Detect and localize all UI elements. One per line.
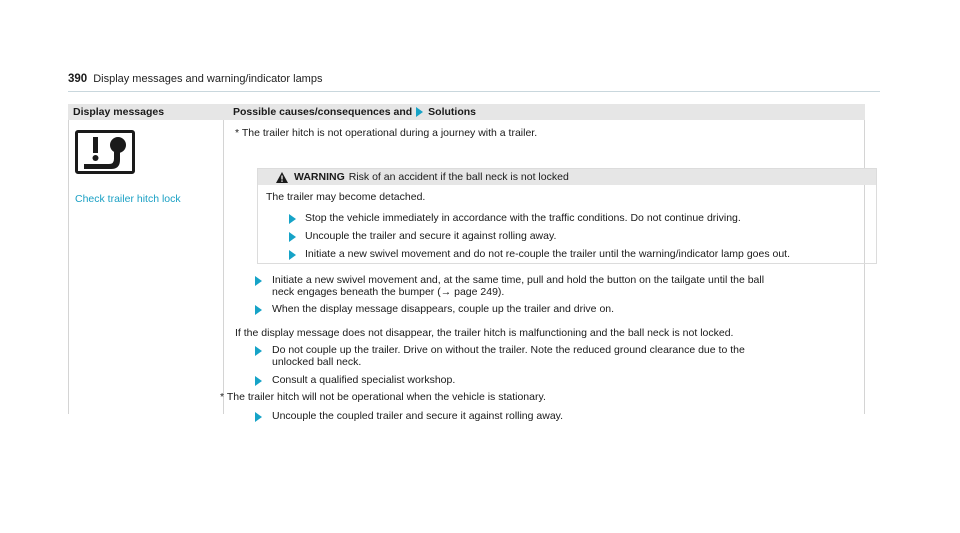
display-message-label: Check trailer hitch lock [75, 193, 181, 205]
if-message-persists-text: If the display message does not disappear, the trailer hitch is malfunctioning and the ball neck is not locked. [235, 327, 734, 339]
display-message-cell [68, 120, 224, 414]
warning-box [257, 168, 877, 264]
solution-step-swivel-cont: neck engages beneath the bumper (→ page 249). [272, 286, 505, 298]
solution-step-no-couple: Do not couple up the trailer. Drive on without the trailer. Note the reduced ground clearance due to the [272, 344, 745, 356]
warning-header [258, 169, 876, 185]
warning-triangle-icon [276, 172, 288, 183]
solution-step-swivel: Initiate a new swivel movement and, at the same time, pull and hold the button on the tailgate until the ball [272, 274, 765, 286]
warning-text: Risk of an accident if the ball neck is not locked [348, 171, 569, 183]
column-header-causes-text: Possible causes/consequences and [233, 106, 413, 118]
solution-step-workshop: Consult a qualified specialist workshop. [272, 374, 456, 386]
warning-step: Uncouple the trailer and secure it against rolling away. [305, 230, 557, 242]
table-header-row [68, 104, 865, 120]
solution-step-drive-on: When the display message disappears, couple up the trailer and drive on. [272, 303, 615, 315]
page-title: Display messages and warning/indicator lamps [93, 73, 323, 85]
column-header-causes-solutions [224, 104, 865, 120]
trailer-hitch-warning-icon-graphic [78, 133, 132, 171]
arrow-right-icon [416, 107, 423, 117]
warning-step: Initiate a new swivel movement and do not re-couple the trailer until the warning/indicator lamp goes out. [305, 248, 791, 260]
column-header-solutions-text: Solutions [428, 106, 477, 118]
warning-title: WARNING [294, 171, 345, 183]
column-header-display-messages: Display messages [73, 106, 165, 118]
cause-stationary: * The trailer hitch will not be operational when the vehicle is stationary. [220, 391, 546, 403]
page-number: 390 [68, 73, 88, 85]
solution-step-uncouple: Uncouple the coupled trailer and secure it against rolling away. [272, 410, 564, 422]
solution-step-no-couple-cont: unlocked ball neck. [272, 356, 362, 368]
warning-step: Stop the vehicle immediately in accordance with the traffic conditions. Do not continue driving. [305, 212, 741, 224]
warning-intro: The trailer may become detached. [266, 191, 426, 203]
causes-solutions-cell [220, 120, 865, 422]
cause-operational-journey: * The trailer hitch is not operational during a journey with a trailer. [235, 127, 538, 139]
trailer-hitch-warning-icon [75, 130, 135, 174]
display-messages-table [68, 104, 865, 422]
page-header [68, 72, 880, 92]
